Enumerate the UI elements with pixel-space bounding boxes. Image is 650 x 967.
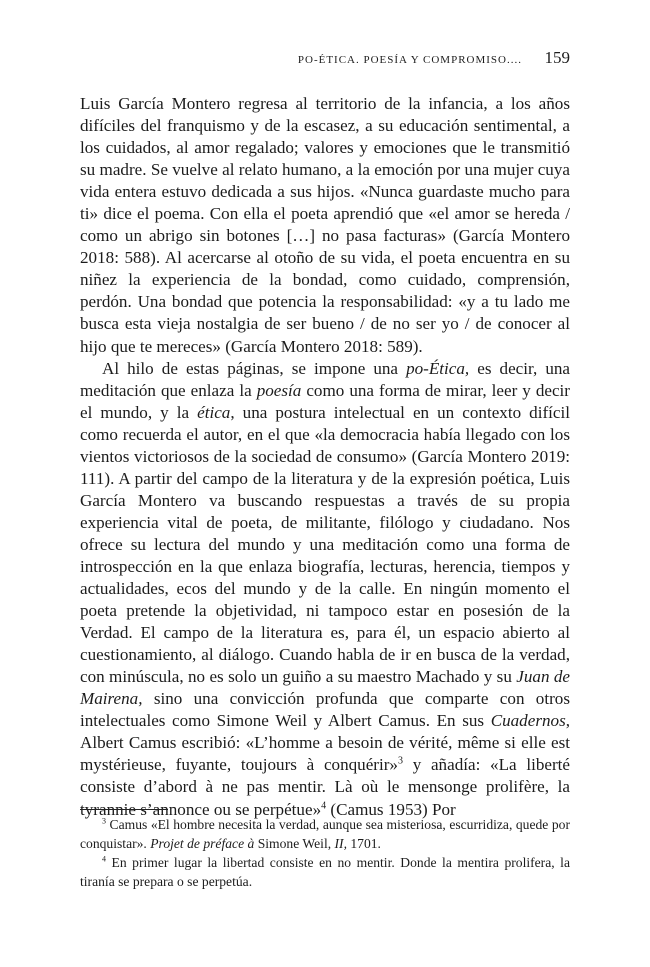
footnote-italic-title: Projet de préface à xyxy=(150,836,255,851)
footnote-divider xyxy=(80,809,168,810)
paragraph-1: Luis García Montero regresa al territorio de la infancia, a los años difíciles del franquismo y de la escasez, a su educación sentimental, a los cuidados, al amor regalado; valores y emociones que le transmitió su madre. Se vuelve al relato humano, a la emoción por una mujer cuya vida entera estuvo dedicada a sus hijos. «Nunca guardaste mucho para ti» dice el poema. Con ella el poeta aprendió que «el amor se hereda / como un abrigo sin botones […] no pasa facturas» (García Montero 2018: 588). Al acercarse al otoño de su vida, el poeta encuentra en su niñez la experiencia de la bondad, como cuidado, comprensión, perdón. Una bondad que potencia la responsabilidad: «y a tu lado me busca esta vieja nostalgia de ser bueno / de no ser yo / de conocer al hijo que te mereces» (García Montero 2018: 589). xyxy=(80,94,570,356)
text-run: Al hilo de estas páginas, se impone una xyxy=(102,358,407,378)
footnote-number: 4 xyxy=(102,854,106,864)
page-number: 159 xyxy=(544,48,570,67)
text-run: como una forma de mirar, leer y decir el mundo, y la xyxy=(80,380,571,422)
body-text xyxy=(80,93,570,821)
footnote-text: Camus «El hombre necesita la verdad, aunque sea misteriosa, escurridiza, quede por conquistar». xyxy=(80,817,570,851)
text-run: es decir, una meditación que enlaza la xyxy=(80,358,570,400)
running-head: PO-ÉTICA. POESÍA Y COMPROMISO.... xyxy=(297,54,522,66)
page-header xyxy=(80,48,570,72)
text-run: (Camus 1953) Por xyxy=(326,799,456,819)
footnote-italic-volume: II, xyxy=(334,836,347,851)
footnote-text: 1701. xyxy=(346,836,381,851)
italic-title-cuadernos: Cuadernos xyxy=(490,711,566,731)
footnotes xyxy=(80,815,570,891)
text-run: y añadía: «La liberté consiste d’abord à ne pas mentir. Là où le mensonge prolifère, la tyrannie s’annonce ou se perpétue» xyxy=(80,755,570,819)
italic-title-juan-de-mairena: Juan de Mairena, xyxy=(80,667,571,709)
italic-term-poesia: poesía xyxy=(256,380,302,400)
paragraph-2 xyxy=(80,358,570,821)
footnote-ref-4[interactable]: 4 xyxy=(321,799,327,811)
italic-term-etica: ética xyxy=(197,402,231,422)
footnote-3 xyxy=(80,815,570,853)
italic-term-po-etica: po-Ética, xyxy=(406,358,470,378)
text-run: , Albert Camus escribió: «L’homme a besoin de vérité, même si elle est mystérieuse, fuyante, toujours à conquérir» xyxy=(80,711,570,775)
footnote-ref-3[interactable]: 3 xyxy=(397,755,403,767)
footnote-text: En primer lugar la libertad consiste en no mentir. Donde la mentira prolifera, la tiranía se prepara o se perpetúa. xyxy=(80,855,570,889)
footnote-number: 3 xyxy=(102,816,106,826)
text-run: sino una convicción profunda que comparte con otros intelectuales como Simone Weil y Albert Camus. En sus xyxy=(80,689,570,731)
footnote-4 xyxy=(80,853,570,891)
text-run: , una postura intelectual en un contexto difícil como recuerda el autor, en el que «la democracia había llegado con los vientos victoriosos de la sociedad de consumo» (García Montero 2019: 111). A partir del campo de la literatura y de la expresión poética, Luis García Montero va buscando respuestas a través de su propia experiencia vital de poeta, de militante, filólogo y ciudadano. Nos ofrece su lectura del mundo y una meditación como una forma de introspección en la que enlaza biografía, lecturas, herencia, tiempos y actualidades, ecos del mundo y de la calle. En ningún momento el poeta pretende la objetividad, ni tampoco estar en posesión de la Verdad. El campo de la literatura es, para él, un espacio abierto al cuestionamiento, al diálogo. Cuando habla de ir en busca de la verdad, con minúscula, no es solo un guiño a su maestro Machado y su xyxy=(80,402,570,687)
footnote-text: Simone Weil, xyxy=(254,836,335,851)
